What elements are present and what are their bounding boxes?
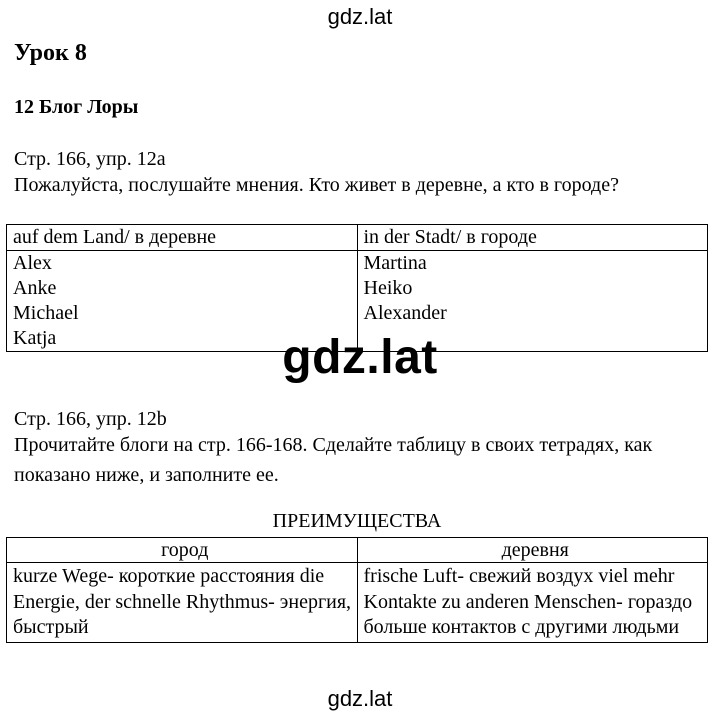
table-row — [7, 301, 708, 326]
advantages-caption: ПРЕИМУЩЕСТВА — [272, 510, 442, 532]
lesson-title: Урок 8 — [14, 40, 87, 66]
table-row — [7, 276, 708, 301]
table-cell: Anke — [7, 276, 358, 301]
section-title: 12 Блог Лоры — [14, 96, 139, 118]
table-row — [7, 563, 708, 643]
table-cell: Michael — [7, 301, 358, 326]
advantages-table — [6, 537, 708, 643]
table-cell-city-advantages: kurze Wege- короткие расстояния die Energie, der schnelle Rhythmus- энергия, быстрый — [7, 563, 358, 643]
exercise-b-reference: Стр. 166, упр. 12b — [14, 408, 167, 430]
watermark-bottom: gdz.lat — [327, 686, 393, 711]
exercise-b-task: Прочитайте блоги на стр. 166-168. Сделайте таблицу в своих тетрадях, как показано ниже, и заполните ее. — [14, 434, 653, 486]
column-header-village: деревня — [357, 538, 708, 563]
table-cell: Katja — [7, 326, 358, 352]
table-cell: Alex — [7, 251, 358, 277]
exercise-a-reference: Стр. 166, упр. 12a — [14, 148, 166, 170]
table-cell-village-advantages: frische Luft- свежий воздух viel mehr Kontakte zu anderen Menschen- гораздо больше контактов с другими людьми — [357, 563, 708, 643]
column-header-stadt: in der Stadt/ в городе — [357, 225, 708, 251]
table-row — [7, 251, 708, 277]
column-header-city: город — [7, 538, 358, 563]
table-cell: Martina — [357, 251, 708, 277]
table-header-row — [7, 538, 708, 563]
table-cell: Heiko — [357, 276, 708, 301]
column-header-land: auf dem Land/ в деревне — [7, 225, 358, 251]
table-header-row — [7, 225, 708, 251]
watermark-middle: gdz.lat — [282, 331, 438, 384]
watermark-top: gdz.lat — [327, 4, 393, 29]
exercise-a-task: Пожалуйста, послушайте мнения. Кто живет в деревне, а кто в городе? — [14, 174, 619, 196]
table-cell: Alexander — [357, 301, 708, 326]
